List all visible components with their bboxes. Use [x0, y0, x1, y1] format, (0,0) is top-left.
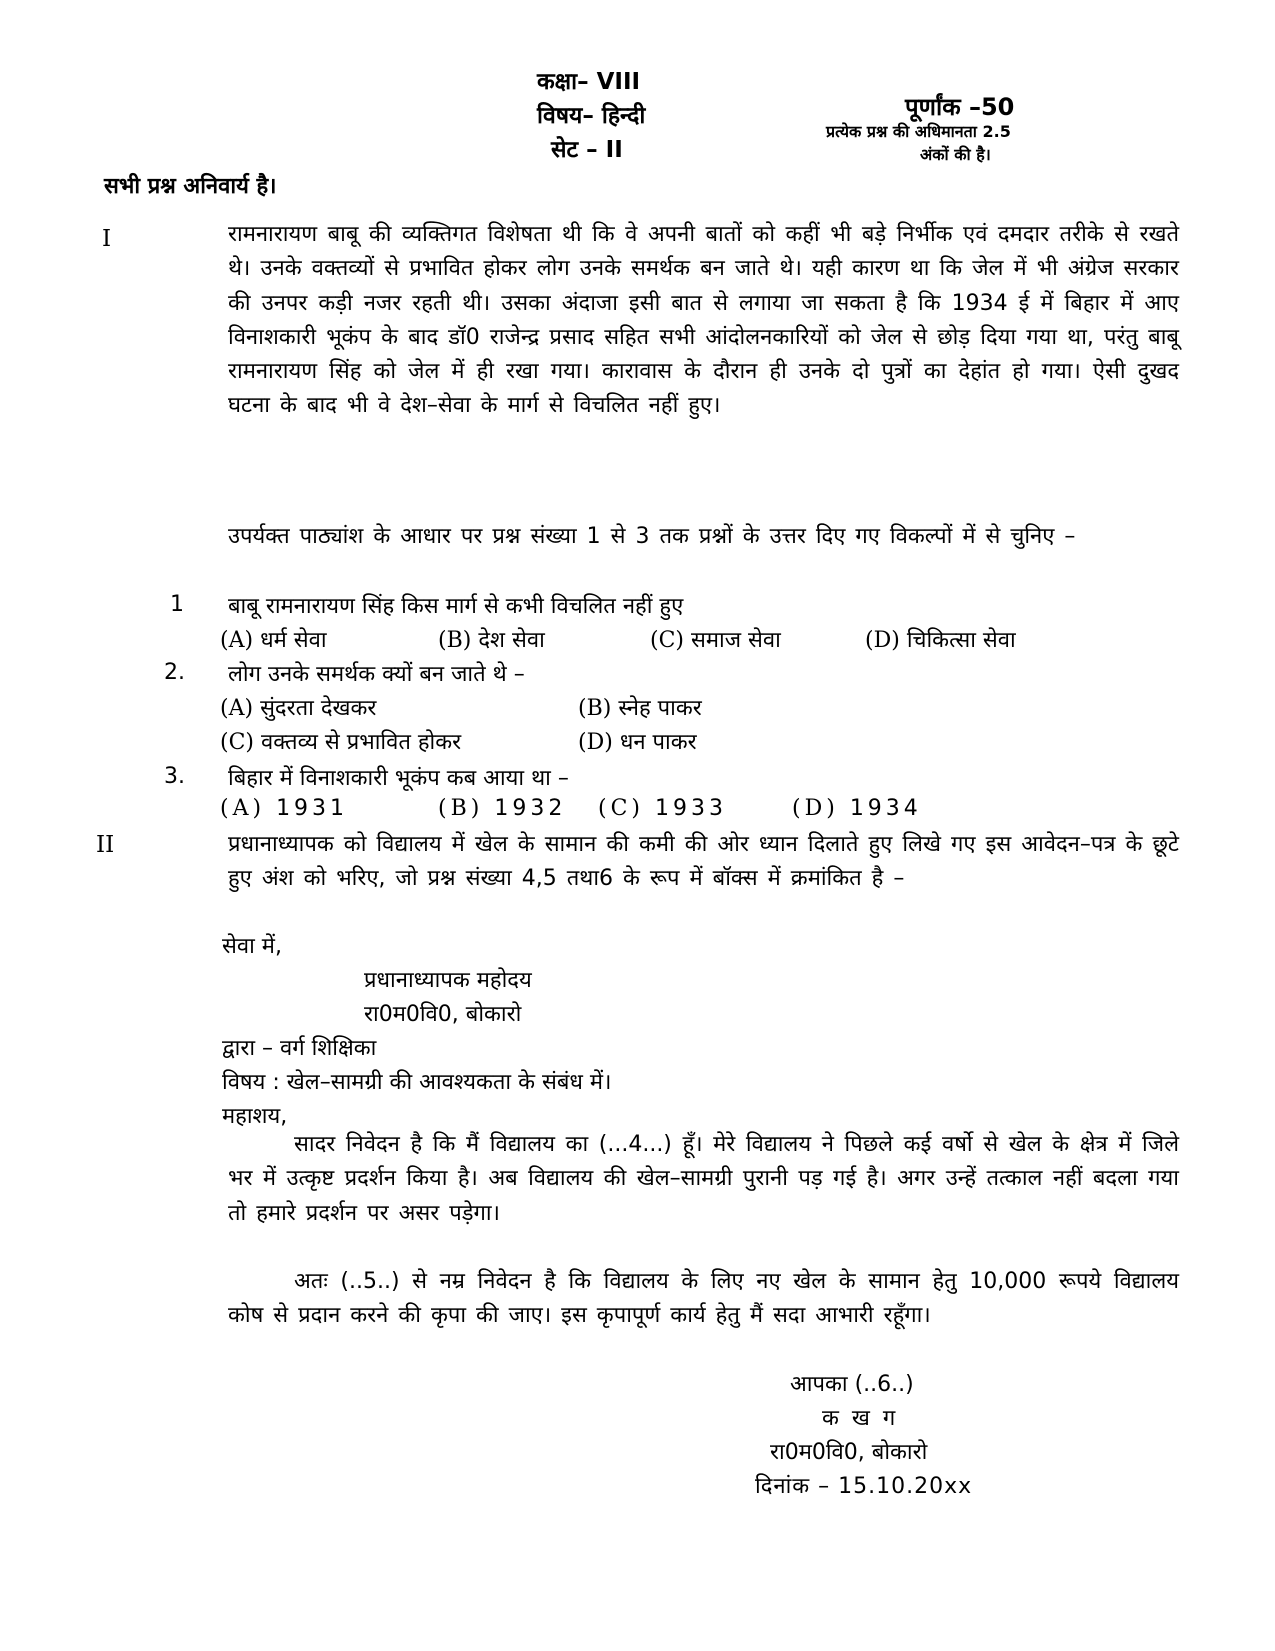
letter-salutation: महाशय, — [222, 1104, 288, 1129]
letter-addressee: प्रधानाध्यापक महोदय — [364, 968, 532, 993]
passage-instruction: उपर्यक्त पाठ्यांश के आधार पर प्रश्न संख्या 1 से 3 तक प्रश्नों के उत्तर दिए गए विकल्पों में से चुनिए – — [228, 524, 1076, 549]
passage: रामनारायण बाबू की व्यक्तिगत विशेषता थी कि वे अपनी बातों को कहीं भी बड़े निर्भीक एवं दमदार तरीके से रखते थे। उनके वक्तव्यों से प्रभावित होकर लोग उनके समर्थक बन जाते थे। यही कारण था कि जेल में भी अंग्रेज सरकार की उनपर कड़ी नजर रहती थी। उसका अंदाजा इसी बात से लगाया जा सकता है कि 1934 ई में बिहार में आए विनाशकारी भूकंप के बाद डॉ0 राजेन्द्र प्रसाद सहित सभी आंदोलनकारियों को जेल से छोड़ दिया गया था, परंतु बाबू रामनारायण सिंह को जेल में ही रखा गया। कारावास के दौरान ही उनके दो पुत्रों का देहांत हो गया। ऐसी दुखद घटना के बाद भी वे देश–सेवा के मार्ग से विचलित नहीं हुए। — [228, 222, 1179, 419]
option-d: (D) 1934 — [792, 796, 922, 821]
letter-to: सेवा में, — [222, 934, 282, 959]
section-number-2: II — [96, 832, 115, 858]
option-a: (A) 1931 — [220, 796, 349, 821]
total-marks: पूर्णांक –50 — [905, 93, 1015, 121]
question-text: लोग उनके समर्थक क्यों बन जाते थे – — [228, 662, 525, 687]
question-number: 1 — [170, 592, 184, 617]
option-c: (C) वक्तव्य से प्रभावित होकर — [220, 730, 462, 755]
subject-heading: विषय– हिन्दी — [537, 103, 646, 129]
letter-closing: आपका (..6..) — [790, 1372, 914, 1397]
class-heading: कक्षा– VIII — [537, 69, 641, 95]
set-heading: सेट – II — [551, 137, 623, 163]
letter-sender-name: क ख ग — [822, 1406, 896, 1431]
letter-school: रा0म0वि0, बोकारो — [364, 1002, 522, 1027]
letter-sender-school: रा0म0वि0, बोकारो — [770, 1440, 928, 1465]
question-text: बिहार में विनाशकारी भूकंप कब आया था – — [228, 766, 569, 791]
letter-paragraph-1: सादर निवेदन है कि मैं विद्यालय का (...4...) हूँ। मेरे विद्यालय ने पिछले कई वर्षो से खेल के क्षेत्र में जिले भर में उत्कृष्ट प्रदर्शन किया है। अब विद्यालय की खेल–सामग्री पुरानी पड़ गई है। अगर उन्हें तत्काल नहीं बदला गया तो हमारे प्रदर्शन पर असर पड़ेगा। — [228, 1132, 1179, 1226]
question-number: 2. — [164, 660, 185, 685]
letter-intro: प्रधानाध्यापक को विद्यालय में खेल के सामान की कमी की ओर ध्यान दिलाते हुए लिखे गए इस आवेदन–पत्र के छूटे हुए अंश को भरिए, जो प्रश्न संख्या 4,5 तथा6 के रूप में बॉक्स में क्रमांकित है – — [228, 832, 1179, 892]
option-a: (A) धर्म सेवा — [220, 628, 327, 653]
general-instruction: सभी प्रश्न अनिवार्य है। — [104, 174, 277, 199]
option-c: (C) समाज सेवा — [650, 628, 781, 653]
option-d: (D) चिकित्सा सेवा — [865, 628, 1016, 653]
option-c: (C) 1933 — [598, 796, 727, 821]
option-b: (B) 1932 — [438, 796, 567, 821]
question-number: 3. — [164, 764, 185, 789]
letter-paragraph-2: अतः (..5..) से नम्र निवेदन है कि विद्यालय के लिए नए खेल के सामान हेतु 10,000 रूपये विद्यालय कोष से प्रदान करने की कृपा की जाए। इस कृपापूर्ण कार्य हेतु मैं सदा आभारी रहूँगा। — [228, 1269, 1179, 1329]
option-a: (A) सुंदरता देखकर — [220, 696, 377, 721]
option-b: (B) स्नेह पाकर — [578, 696, 702, 721]
letter-via: द्वारा – वर्ग शिक्षिका — [222, 1036, 377, 1061]
marks-note-1: प्रत्येक प्रश्न की अधिमानता 2.5 — [826, 122, 1011, 141]
letter-subject: विषय : खेल–सामग्री की आवश्यकता के संबंध में। — [222, 1070, 612, 1095]
letter-date: दिनांक – 15.10.20xx — [755, 1474, 973, 1499]
option-d: (D) धन पाकर — [578, 730, 697, 755]
option-b: (B) देश सेवा — [438, 628, 545, 653]
marks-note-2: अंकों की है। — [920, 145, 991, 164]
question-text: बाबू रामनारायण सिंह किस मार्ग से कभी विचलित नहीं हुए — [228, 594, 684, 619]
section-number-1: I — [102, 226, 112, 252]
